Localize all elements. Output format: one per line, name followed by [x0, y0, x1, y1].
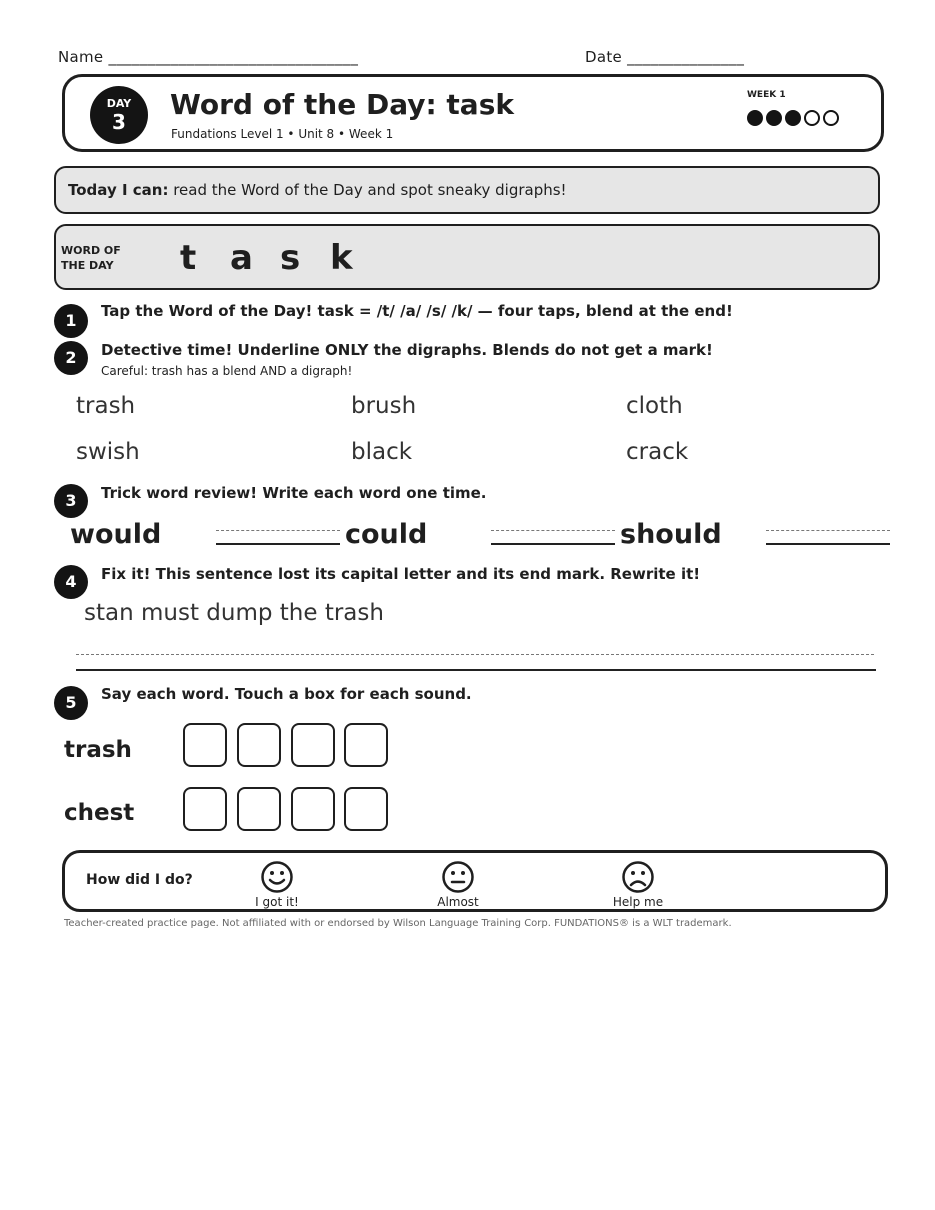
- word-of-day-letters: [180, 238, 380, 278]
- letter-tile: t: [180, 238, 197, 278]
- face-label: Almost: [437, 895, 479, 909]
- word-of-day-label-line2: THE DAY: [61, 259, 114, 272]
- step-1-question: Tap the Word of the Day! task = /t/ /a/ /s/ /k/ — four taps, blend at the end!: [101, 302, 733, 320]
- writing-line[interactable]: [766, 543, 890, 545]
- footer-note: Teacher-created practice page. Not affiliated with or endorsed by Wilson Language Training Corp. FUNDATIONS® is a WLT trademark.: [64, 918, 732, 929]
- sound-box[interactable]: [344, 787, 388, 831]
- week-label: WEEK 1: [747, 90, 786, 100]
- page-title: Word of the Day: task: [170, 88, 514, 121]
- progress-dot-empty: [823, 110, 839, 126]
- sound-box-word: chest: [64, 800, 135, 826]
- digraph-word[interactable]: crack: [626, 439, 689, 465]
- progress-dot-filled: [785, 110, 801, 126]
- page-subtitle: Fundations Level 1 • Unit 8 • Week 1: [171, 127, 394, 141]
- progress-dot-empty: [804, 110, 820, 126]
- name-line[interactable]: Name ________________________________: [58, 48, 359, 66]
- digraph-word[interactable]: cloth: [626, 393, 683, 419]
- step-4-question: Fix it! This sentence lost its capital letter and its end mark. Rewrite it!: [101, 565, 701, 583]
- writing-line[interactable]: [491, 543, 615, 545]
- neutral-face-icon[interactable]: [441, 860, 475, 894]
- goal-body: read the Word of the Day and spot sneaky digraphs!: [168, 181, 567, 199]
- step-3-question: Trick word review! Write each word one time.: [101, 484, 487, 502]
- goal-lead: Today I can:: [68, 181, 169, 199]
- step-4-number: 4: [54, 565, 88, 599]
- sound-box[interactable]: [291, 787, 335, 831]
- step-1-number: 1: [54, 304, 88, 338]
- trick-word: would: [70, 519, 162, 550]
- fix-sentence: stan must dump the trash: [84, 600, 384, 626]
- step-5-question: Say each word. Touch a box for each sound.: [101, 685, 472, 703]
- letter-tile: s: [280, 238, 301, 278]
- writing-guide-dashed: [216, 530, 340, 531]
- day-label: DAY: [106, 97, 132, 110]
- word-of-day-box: [54, 224, 880, 290]
- digraph-word[interactable]: trash: [76, 393, 136, 419]
- step-3-number: 3: [54, 484, 88, 518]
- sound-box[interactable]: [237, 723, 281, 767]
- writing-line[interactable]: [216, 543, 340, 545]
- progress-dot-filled: [766, 110, 782, 126]
- digraph-word[interactable]: swish: [76, 439, 140, 465]
- day-badge: [90, 86, 148, 144]
- digraph-word[interactable]: brush: [351, 393, 417, 419]
- happy-face-icon[interactable]: [260, 860, 294, 894]
- self-assessment-question: How did I do?: [86, 872, 193, 888]
- trick-word: should: [620, 519, 722, 550]
- writing-guide-dashed: [491, 530, 615, 531]
- step-5-number: 5: [54, 686, 88, 720]
- letter-tile: k: [330, 238, 353, 278]
- letter-tile: a: [230, 238, 253, 278]
- date-line[interactable]: Date _______________: [585, 48, 745, 66]
- sound-box-word: trash: [64, 737, 132, 763]
- sound-box[interactable]: [344, 723, 388, 767]
- face-label: Help me: [612, 895, 664, 909]
- trick-word: could: [345, 519, 428, 550]
- goal-text: [68, 181, 567, 199]
- progress-dot-filled: [747, 110, 763, 126]
- week-progress-dots: [747, 110, 839, 126]
- step-2-number: 2: [54, 341, 88, 375]
- face-label: I got it!: [255, 895, 299, 909]
- digraph-word[interactable]: black: [351, 439, 413, 465]
- step-2-question: Detective time! Underline ONLY the digraphs. Blends do not get a mark!: [101, 341, 713, 359]
- sound-box[interactable]: [291, 723, 335, 767]
- step-2-note: Careful: trash has a blend AND a digraph!: [101, 364, 353, 378]
- sound-box[interactable]: [183, 787, 227, 831]
- sound-box[interactable]: [237, 787, 281, 831]
- writing-line[interactable]: [76, 669, 876, 671]
- writing-guide-dashed: [76, 654, 874, 655]
- day-number: 3: [112, 110, 126, 134]
- writing-guide-dashed: [766, 530, 890, 531]
- word-of-day-label-line1: WORD OF: [61, 244, 121, 257]
- word-of-day-label: [61, 243, 121, 273]
- sad-face-icon[interactable]: [621, 860, 655, 894]
- sound-box[interactable]: [183, 723, 227, 767]
